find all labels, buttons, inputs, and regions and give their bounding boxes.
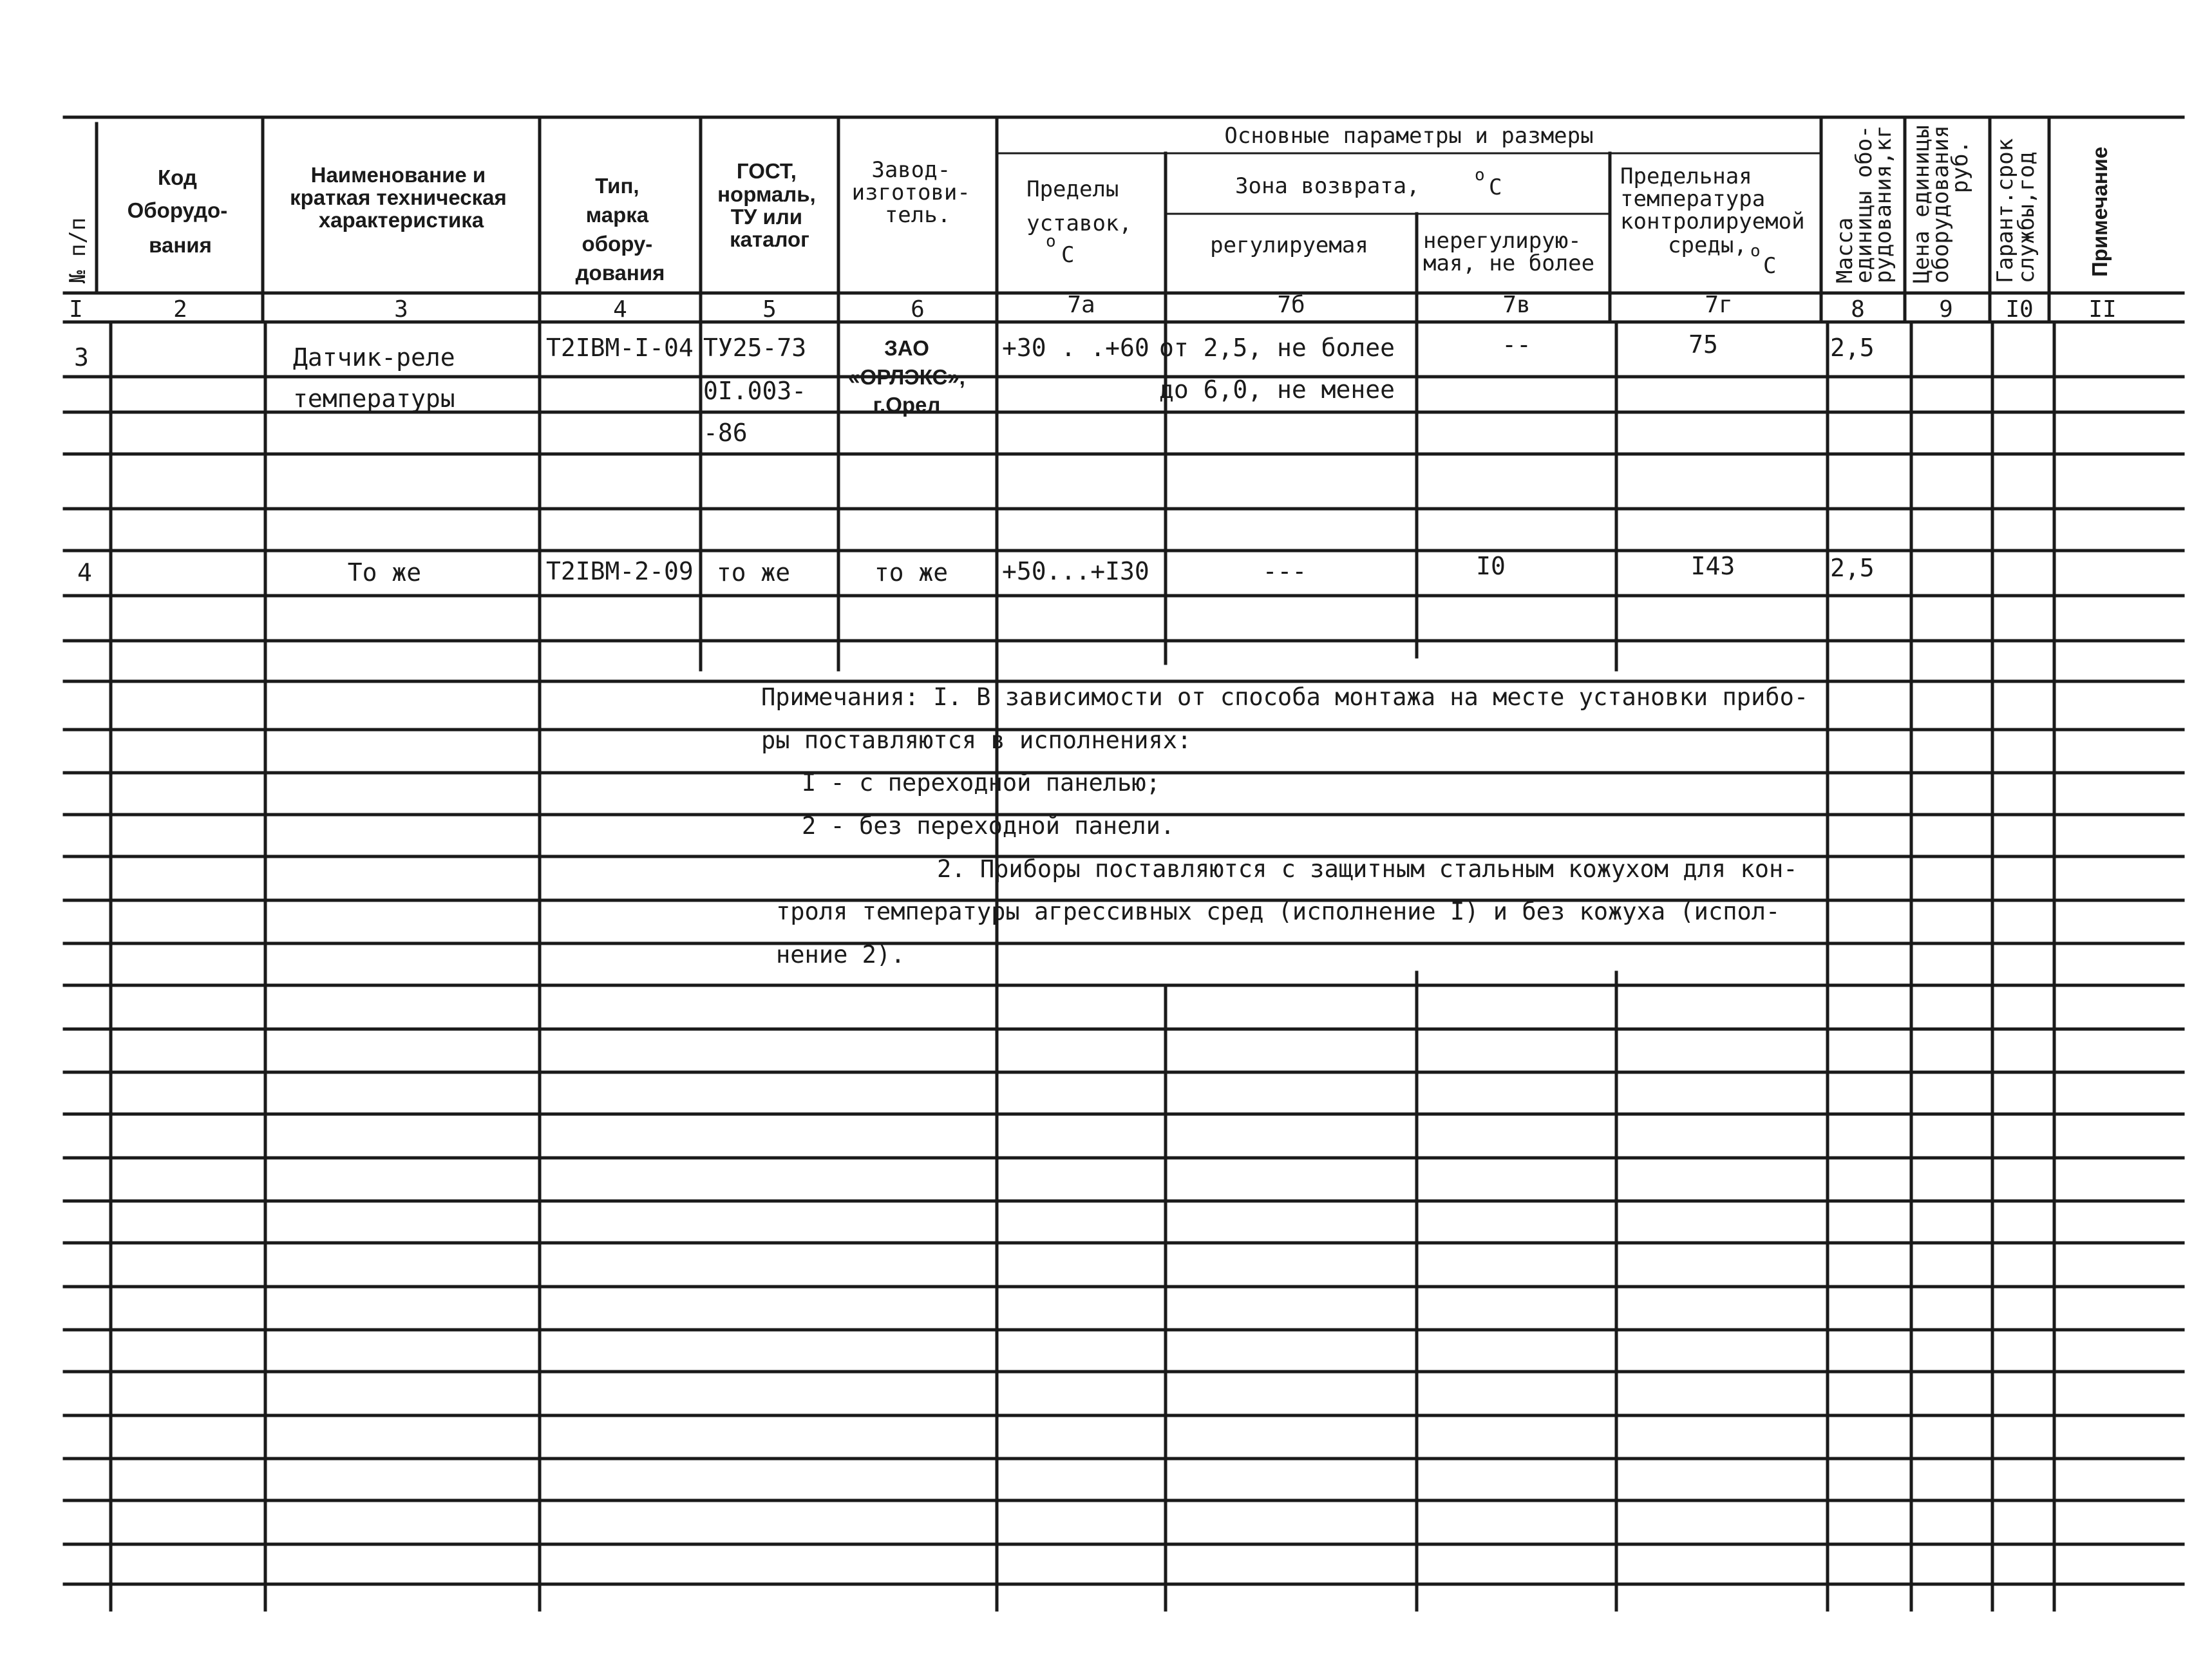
- header-price-line3: руб.: [1947, 140, 1973, 193]
- note-line: троля температуры агрессивных сред (исполнение I) и без кожуха (испол-: [776, 898, 1781, 925]
- header-row-number: № п/п: [65, 217, 91, 283]
- table-row: [74, 330, 1875, 447]
- header-code: Код Оборудо- вания: [127, 165, 228, 257]
- header-warranty-line1: Гарант.срок: [1992, 138, 2018, 283]
- header-warranty-line2: службы,год: [2014, 151, 2039, 283]
- table-header: [65, 123, 2112, 285]
- degree-mark: о: [1750, 241, 1761, 261]
- gost-reference: ТУ25-73: [703, 334, 807, 362]
- header-unregulated: нерегулирую- мая, не более: [1423, 228, 1595, 276]
- header-gost: ГОСТ, нормаль, ТУ или каталог: [717, 159, 816, 251]
- celsius-unit: С: [1061, 242, 1075, 268]
- header-mass-line1: Масса: [1832, 217, 1858, 283]
- unit-mass: 2,5: [1830, 334, 1875, 362]
- note-line: нение 2).: [776, 941, 905, 969]
- degree-mark: о: [1475, 165, 1485, 185]
- header-name: Наименование и краткая техническая характеристика: [290, 163, 507, 232]
- column-number: II: [2088, 296, 2117, 323]
- column-number: 2: [173, 296, 187, 323]
- table-row: [77, 552, 1875, 587]
- column-number: 5: [762, 296, 777, 323]
- manufacturer: г.Орел: [873, 393, 941, 417]
- return-zone-regulated: от 2,5, не более: [1159, 334, 1395, 362]
- column-number: I: [69, 296, 83, 323]
- header-maker: Завод- изготови- тель.: [851, 157, 970, 228]
- equipment-type: Т2IВМ-2-09: [546, 557, 694, 585]
- manufacturer: «ОРЛЭКС»,: [848, 365, 965, 389]
- gost-reference: 0I.003-: [703, 377, 807, 405]
- header-type: Тип, марка обору- дования: [575, 174, 665, 285]
- header-max-temperature: Предельная температура контролируемой среды,: [1620, 164, 1805, 258]
- unit-mass: 2,5: [1830, 554, 1875, 582]
- note-line: ры поставляются в исполнениях:: [761, 726, 1192, 754]
- column-numbers-row: [69, 292, 2117, 323]
- header-regulated: регулируемая: [1210, 232, 1368, 258]
- header-mass-line3: рудования,кг: [1871, 125, 1896, 283]
- header-return-zone: Зона возврата,: [1235, 173, 1420, 199]
- note-line: Примечания: I. В зависимости от способа монтажа на месте установки прибо-: [761, 683, 1809, 711]
- header-main-parameters: Основные параметры и размеры: [1224, 123, 1594, 149]
- setpoint-limits: +30 . .+60: [1002, 334, 1149, 362]
- degree-mark: о: [1046, 232, 1056, 251]
- note-line: 2. Приборы поставляются с защитным стальным кожухом для кон-: [937, 855, 1798, 883]
- manufacturer: то же: [874, 558, 949, 587]
- max-temperature: I43: [1690, 552, 1735, 580]
- manufacturer: ЗАО: [884, 336, 929, 360]
- column-number: 7а: [1067, 292, 1095, 318]
- gost-reference: то же: [716, 558, 791, 587]
- notes-block: [761, 683, 1808, 969]
- equipment-name: Датчик-реле: [293, 343, 455, 372]
- return-zone-regulated: до 6,0, не менее: [1159, 375, 1395, 404]
- setpoint-limits: +50...+I30: [1002, 557, 1149, 585]
- header-remarks: Примечание: [2088, 146, 2112, 277]
- note-line: I - с переходной панелью;: [802, 769, 1160, 797]
- column-number: 7г: [1705, 292, 1733, 318]
- column-number: 3: [394, 296, 408, 323]
- header-price-line2: оборудования: [1928, 125, 1954, 283]
- equipment-type: Т2IВМ-I-04: [546, 334, 694, 362]
- row-number: 4: [77, 558, 92, 587]
- header-setpoint-limits: Пределы уставок,: [1026, 176, 1132, 236]
- max-temperature: 75: [1688, 330, 1718, 359]
- note-line: 2 - без переходной панели.: [802, 812, 1175, 840]
- column-number: 7б: [1277, 292, 1305, 318]
- column-number: 7в: [1502, 292, 1531, 318]
- equipment-name: температуры: [293, 384, 455, 413]
- column-number: 9: [1939, 296, 1953, 323]
- column-number: 8: [1851, 296, 1865, 323]
- header-mass-line2: единицы обо-: [1851, 125, 1877, 283]
- return-zone-unregulated: I0: [1476, 552, 1506, 580]
- return-zone-regulated: ---: [1262, 557, 1307, 585]
- column-number: 6: [911, 296, 925, 323]
- celsius-unit: С: [1489, 175, 1502, 200]
- column-number: 4: [613, 296, 627, 323]
- gost-reference: -86: [703, 419, 748, 447]
- header-price-line1: Цена единицы: [1909, 125, 1934, 283]
- return-zone-unregulated: --: [1502, 330, 1531, 359]
- row-number: 3: [74, 343, 89, 372]
- column-number: I0: [2005, 296, 2034, 323]
- equipment-name: То же: [347, 558, 422, 587]
- celsius-unit: С: [1763, 253, 1777, 279]
